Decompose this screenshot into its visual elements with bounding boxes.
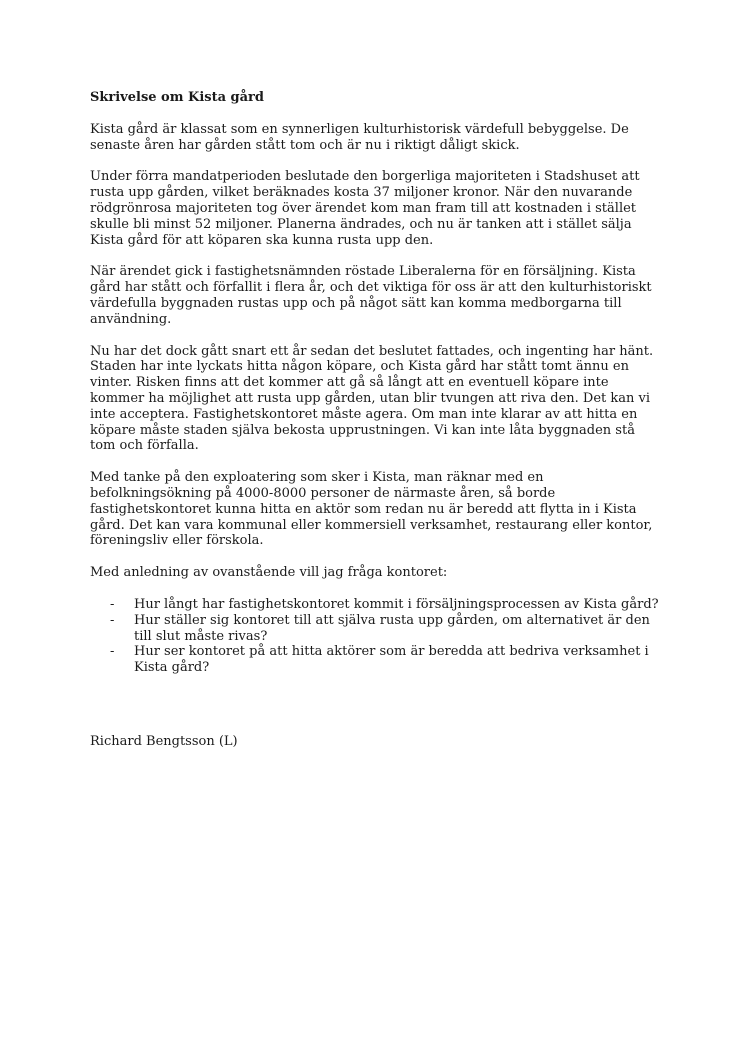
paragraph-current-status: Nu har det dock gått snart ett år sedan det beslutet fattades, och ingenting har hänt. Staden har inte lyckats hitta någon köpare, och Kista gård har stått tomt ännu en vinter. Risken finns att det kommer att gå så långt att en eventuell köpare inte kommer ha möjlighet att rusta upp gården, utan blir tvungen att riva den. Det kan vi inte acceptera. Fastighetskontoret måste agera. Om man inte klarar av att hitta en köpare måste staden själva bekosta upprustningen. Vi kan inte låta byggnaden stå tom och förfalla. — [90, 343, 654, 454]
document-title: Skrivelse om Kista gård — [90, 90, 264, 105]
paragraph-liberal-position: När ärendet gick i fastighetsnämnden röstade Liberalerna för en försäljning. Kista gård har stått och förfallit i flera år, och det viktiga för oss är att den kulturhistoriskt värdefulla byggnaden rustas upp och på något sätt kan komma medborgarna till användning. — [90, 264, 652, 327]
bullet-dash: - — [110, 644, 115, 660]
paragraph-background: Under förra mandatperioden beslutade den borgerliga majoriteten i Stadshuset att rusta upp gården, vilket beräknades kosta 37 miljoner kronor. När den nuvarande rödgrönrosa majoriteten tog över ärendet kom man fram till att kostnaden i stället skulle bli minst 52 miljoner. Planerna ändrades, och nu är tanken att i stället sälja Kista gård för att köparen ska kunna rusta upp den. — [90, 169, 640, 248]
paragraph-intro: Kista gård är klassat som en synnerligen kulturhistorisk värdefull bebyggelse. De senaste åren har gården stått tom och är nu i riktigt dåligt skick. — [90, 121, 629, 153]
signature: Richard Bengtsson (L) — [90, 733, 238, 749]
document-page — [90, 90, 662, 763]
question-text: Hur långt har fastighetskontoret kommit i försäljningsprocessen av Kista gård? — [134, 596, 659, 612]
paragraph-exploitation: Med tanke på den exploatering som sker i Kista, man räknar med en befolkningsökning på 4000-8000 personer de närmaste åren, så borde fastighetskontoret kunna hitta en aktör som redan nu är beredd att flytta in i Kista gård. Det kan vara kommunal eller kommersiell verksamhet, restaurang eller kontor, föreningsliv eller förskola. — [90, 470, 653, 549]
question-item — [90, 644, 662, 676]
question-item — [90, 613, 662, 645]
bullet-dash: - — [110, 596, 115, 612]
question-item — [90, 597, 662, 613]
question-list — [90, 597, 662, 676]
bullet-dash: - — [110, 612, 115, 628]
paragraph-question-intro: Med anledning av ovanstående vill jag fråga kontoret: — [90, 565, 448, 581]
question-text: Hur ställer sig kontoret till att själva rusta upp gården, om alternativet är den till slut måste rivas? — [134, 612, 650, 644]
question-text: Hur ser kontoret på att hitta aktörer som är beredda att bedriva verksamhet i Kista gård? — [134, 644, 649, 676]
